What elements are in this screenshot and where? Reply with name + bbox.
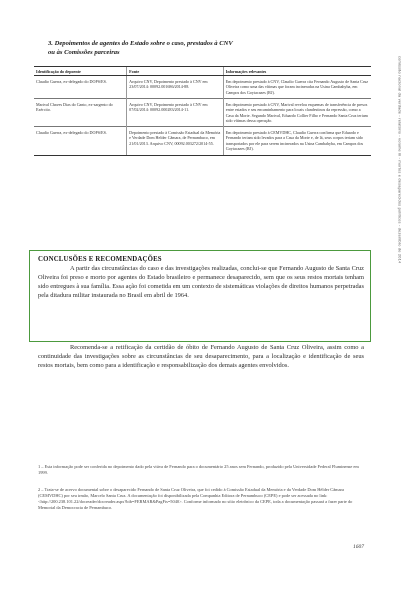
cell-info: Em depoimento prestado à CNV, Marival revelou esquemas de transferência de presos entre estados e seu encaminhamento para locais clandestinos da repressão, como a Casa da Morte. Segundo Marival, Eduardo Collier Filho e Fernando Santa Cruz teriam sido vítimas dessa operação. <box>223 99 371 127</box>
footnote-2: 2 – Trata-se de acervo documental sobre o desaparecido Fernando de Santa Cruz Oliveira, que foi cedido à Comissão Estadual da Memória e da Verdade Dom Hélder Câmara (CEMVDHC) por seu irmão, Marcelo Santa Cruz. A documentação foi disponibilizada pela Companhia Editora de Pernambuco (CEPE) e pode ser acessada no link: <http://200.238.101.22/docreader/docreader.aspx?bib=FERMAR&PagFis=5040>. Conforme informado no sítio eletrônico da CEPE, toda a documentação passará a fazer parte do Memorial da Democracia de Pernambuco. <box>38 487 353 511</box>
side-running-header <box>396 56 404 324</box>
cell-fonte: Arquivo CNV, Depoimento prestado à CNV em 07/02/2014: 00092.000283/2014-11. <box>127 99 224 127</box>
testimony-table <box>34 66 371 156</box>
cell-fonte: Depoimento prestado à Comissão Estadual da Memória e Verdade Dom Helder Câmara, de Pernambuco, em 21/01/2013. Arquivo CNV, 00092.003272/2014-55. <box>127 127 224 155</box>
cell-depoente: Claudio Guerra, ex-delegado do DOPS/ES. <box>34 127 127 155</box>
side-running-text: comissão nacional da verdade - relatório - volume iii - mortos e desaparecidos políticos - dezembro de 2014 <box>397 56 403 264</box>
column-header-informacoes: Informações relevantes <box>223 67 371 76</box>
recommendations-paragraph: Recomenda-se a retificação da certidão de óbito de Fernando Augusto de Santa Cruz Oliveira, assim como a continuidade das investigações sobre as circunstâncias de seu desaparecimento, para a localização e identificação de seus restos mortais, bem como para a identificação e responsabilização dos demais agentes envolvidos. <box>38 344 364 369</box>
conclusions-paragraph-1: A partir das circunstâncias do caso e das investigações realizadas, conclui-se que Fernando Augusto de Santa Cruz Oliveira foi preso e morto por agentes do Estado brasileiro e permanece desaparecido, sem que os seus restos mortais tenham sido entregues à sua família. Essa ação foi cometida em um contexto de sistemáticas violações de direitos humanos perpetradas pela ditadura militar instaurada no Brasil em abril de 1964. <box>38 265 364 299</box>
cell-depoente: Marival Chaves Dias do Canto, ex-sargento do Exército. <box>34 99 127 127</box>
cell-info: Em depoimento prestado à CNV, Claudio Guerra cita Fernando Augusto de Santa Cruz Oliveira como uma das vítimas que foram incineradas na Usina Cambahyba, em Campos dos Goytacazes (RJ). <box>223 76 371 99</box>
section-heading-line-2: ou às Comissões parceiras <box>48 48 120 56</box>
page-number: 1607 <box>353 544 364 550</box>
conclusions-title: CONCLUSÕES E RECOMENDAÇÕES <box>38 256 162 263</box>
section-heading-line-1: 3. Depoimentos de agentes do Estado sobre o caso, prestados à CNV <box>48 40 233 47</box>
footnote-1: 1 – Esta informação pode ser conferida no depoimento dado pela viúva de Fernando para o documentário 25 anos sem Fernando, produzido pela Universidade Federal Fluminense em 1999. <box>38 464 359 476</box>
cell-info: Em depoimento prestado à CEMVDHC, Claudio Guerra confirma que Eduardo e Fernando teriam sido levados para a Casa da Morte e, de lá, seus corpos teriam sido transportados por ele para serem incinerados na Usina Cambahyba, em Campos dos Goytacazes (RJ). <box>223 127 371 155</box>
table-row <box>34 76 371 99</box>
table-row <box>34 127 371 155</box>
column-header-depoente: Identificação do depoente <box>34 67 127 76</box>
section-heading <box>48 40 378 57</box>
cell-fonte: Arquivo CNV, Depoimento prestado à CNV em 23/07/2014: 00092.001686/2014-88. <box>127 76 224 99</box>
table-header-row <box>34 67 371 76</box>
cell-depoente: Claudio Guerra, ex-delegado do DOPS/ES. <box>34 76 127 99</box>
column-header-fonte: Fonte <box>127 67 224 76</box>
table-row <box>34 99 371 127</box>
